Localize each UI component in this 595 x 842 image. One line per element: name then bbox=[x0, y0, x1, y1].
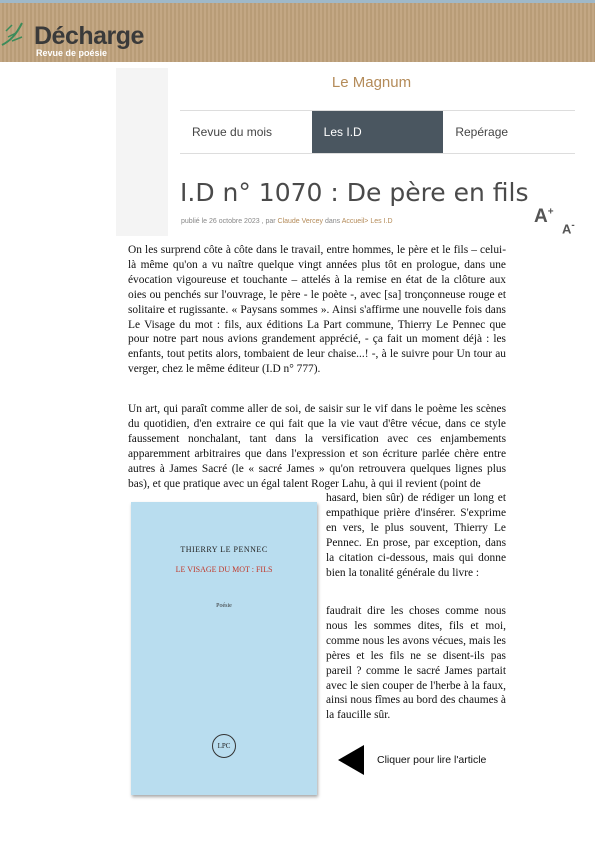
banner-title[interactable]: Décharge bbox=[34, 22, 144, 50]
banner-subtitle: Revue de poésie bbox=[36, 48, 108, 58]
font-decrease-button[interactable]: A- bbox=[562, 220, 575, 237]
body-paragraph-3: hasard, bien sûr) de rédiger un long et empathique prière d'insérer. S'exprime en vers, le plus souvent, Thierry Le Pennec. En prose, par exception, dans la citation ci-dessous, mais qui donne bien la tonalité générale du livre : bbox=[326, 492, 506, 579]
font-increase-label: A bbox=[534, 206, 548, 227]
font-increase-button[interactable]: A+ bbox=[534, 206, 554, 227]
meta-author-link[interactable]: Claude Vercey bbox=[277, 218, 324, 225]
article-meta bbox=[181, 218, 393, 225]
book-cover bbox=[131, 502, 317, 795]
article-title: I.D n° 1070 : De père en fils bbox=[180, 178, 529, 207]
section-tabs bbox=[180, 110, 575, 154]
leaf-logo-icon bbox=[0, 15, 30, 55]
poem-quote: faudrait dire les choses comme nous nous les sommes dites, fils et moi, comme nous les avons vécues, mais les pères et les fils ne se disent-ils pas pareil ? comme le sacré James partait avec le sien couper de l'herbe à la faux, ainsi nous fîmes au bord des chaumes à la faucille sûr. bbox=[326, 605, 506, 722]
section-name[interactable]: Le Magnum bbox=[331, 74, 412, 91]
cover-title: LE VISAGE DU MOT : FILS bbox=[175, 565, 273, 574]
site-banner bbox=[0, 0, 595, 62]
font-decrease-label: A bbox=[562, 221, 572, 237]
tab-revue-du-mois[interactable]: Revue du mois bbox=[192, 125, 273, 139]
tab-reperage[interactable]: Repérage bbox=[455, 125, 509, 139]
tab-les-id[interactable]: Les I.D bbox=[312, 111, 444, 153]
cover-genre: Poésie bbox=[216, 603, 232, 609]
body-paragraph-2: Un art, qui paraît comme aller de soi, de saisir sur le vif dans le poème les scènes du quotidien, d'en extraire ce qui fait que la vie vaut d'être vécue, dans ce style faussement nonchalant, tant dans la versification avec ces enjambements apparemment arbitraires que dans l'expression et son écriture parlée chère entre autres à James Sacré (le « sacré James » qu'on retrouvera quelques lignes plus bas), et que pratique avec un égal talent Roger Lahu, à qui il revient (point de bbox=[128, 403, 506, 490]
cover-author: THIERRY LE PENNEC bbox=[180, 545, 268, 554]
meta-date: publié le 26 octobre 2023 , par bbox=[181, 218, 278, 225]
publisher-logo-icon: LPC bbox=[212, 734, 236, 758]
left-arrow-icon[interactable] bbox=[338, 745, 364, 775]
body-paragraph-1: On les surprend côte à côte dans le travail, entre hommes, le père et le fils – celui-là même qu'on a vu naître quelque vingt années plus tôt en prologue, dans une évocation vigoureuse et touchante – attelés à la remise en état de la clôture aux oies ou penchés sur l'ouvrage, le père - le poète -, avec [sa] tronçonneuse rouge et solitaire et rugissante. « Paysans sommes ». Ainsi s'affirme une nouvelle fois dans Le Visage du mot : fils, aux éditions La Part commune, Thierry Le Pennec que pour notre part nous avions grandement apprécié, - ça fait un moment déjà : les enfants, tout petits alors, tombaient de leur chaise...! -, à le suivre pour Un tour au verger, chez le même éditeur (I.D n° 777). bbox=[128, 244, 506, 376]
meta-in: dans bbox=[323, 218, 342, 225]
read-article-link[interactable]: Cliquer pour lire l'article bbox=[377, 754, 487, 766]
meta-breadcrumb-link[interactable]: Accueil> Les I.D bbox=[341, 218, 393, 225]
